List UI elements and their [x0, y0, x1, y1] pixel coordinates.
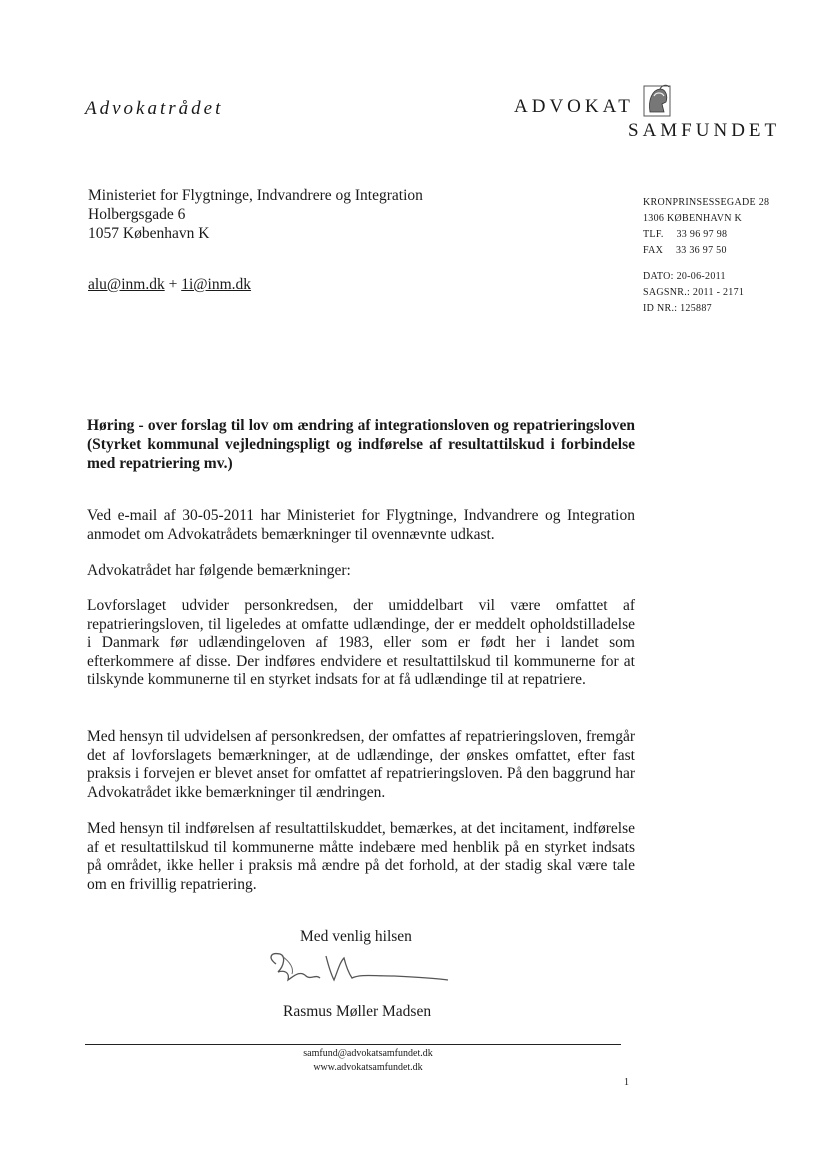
closing-greeting: Med venlig hilsen: [300, 928, 412, 945]
sender-fax: [643, 243, 769, 259]
recipient-name: Ministeriet for Flygtninge, Indvandrere og Integration: [88, 187, 423, 204]
paragraph-remarks-heading: Advokatrådet har følgende bemærkninger:: [87, 562, 351, 579]
paragraph-intro: Ved e-mail af 30-05-2011 har Ministeriet for Flygtninge, Indvandrere og Integration anmodet om Advokatrådets bemærkninger til ovennævnte udkast.: [87, 507, 635, 543]
footer-website: www.advokatsamfundet.dk: [313, 1062, 423, 1073]
advokatsamfundet-logo: [514, 96, 781, 146]
logo-word-advokat: ADVOKAT: [514, 96, 634, 117]
footer-email: samfund@advokatsamfundet.dk: [303, 1048, 433, 1059]
email-link-alu[interactable]: alu@inm.dk: [88, 276, 165, 293]
council-title: Advokatrådet: [85, 98, 224, 119]
footer-divider: [85, 1044, 621, 1045]
logo-word-samfundet: SAMFUNDET: [628, 120, 781, 141]
paragraph-personkreds: Med hensyn til udvidelsen af personkredsen, der omfattes af repatrieringsloven, fremgår det af lovforslagets bemærkninger, at de udlændinge, der ønskes omfattet, efter fast praksis i forvejen er blevet anset for omfattet af repatrieringsloven. På den baggrund har Advokatrådet ikke bemærkninger til ændringen.: [87, 728, 635, 801]
email-link-li[interactable]: 1i@inm.dk: [181, 276, 252, 293]
phone-number: 33 96 97 98: [676, 229, 728, 240]
recipient-city: 1057 København K: [88, 225, 210, 242]
letter-subject: Høring - over forslag til lov om ændring af integrationsloven og repatrieringsloven (Styrket kommunal vejledningspligt og indførelse af resultattilskud i forbindelse med repatriering mv.): [87, 417, 635, 472]
sender-city: 1306 KØBENHAVN K: [643, 213, 743, 224]
letter-date: DATO: 20-06-2011: [643, 271, 726, 282]
id-number: ID NR.: 125887: [643, 303, 712, 314]
page-number: 1: [624, 1077, 629, 1088]
phone-label: TLF.: [643, 229, 664, 240]
paragraph-scope: Lovforslaget udvider personkredsen, der umiddelbart vil være omfattet af repatrieringsloven, til ligeledes at omfatte udlændinge, der er meddelt opholdstilladelse i Danmark før udlændingeloven af 1983, eller som er født her i landet som efterkommere af disse. Der indføres endvidere et resultattilskud til kommunerne for at tilskynde kommunerne til en styrket indsats for at få udlændinge til at repatriere.: [87, 597, 635, 688]
paragraph-resultattilskud: Med hensyn til indførelsen af resultattilskuddet, bemærkes, at det incitament, indførelse af et resultattilskud til kommunerne måtte indebære med henblik på en styrket indsats på området, ikke heller i praksis må ændre på det forhold, at der stadig skal være tale om en frivillig repatriering.: [87, 820, 635, 893]
handwritten-signature: [264, 950, 454, 998]
fax-number: 33 36 97 50: [675, 245, 727, 256]
recipient-street: Holbergsgade 6: [88, 206, 186, 223]
recipient-address: [88, 186, 423, 243]
case-number: SAGSNR.: 2011 - 2171: [643, 287, 745, 298]
sender-info-block: [643, 195, 769, 317]
sender-address: KRONPRINSESSEGADE 28: [643, 197, 770, 208]
sender-phone: [643, 227, 769, 243]
recipient-emails: [88, 276, 251, 294]
fax-label: FAX: [643, 245, 664, 256]
helmet-emblem-icon: [642, 82, 672, 118]
signer-name: Rasmus Møller Madsen: [283, 1003, 432, 1020]
email-separator: +: [168, 276, 178, 293]
